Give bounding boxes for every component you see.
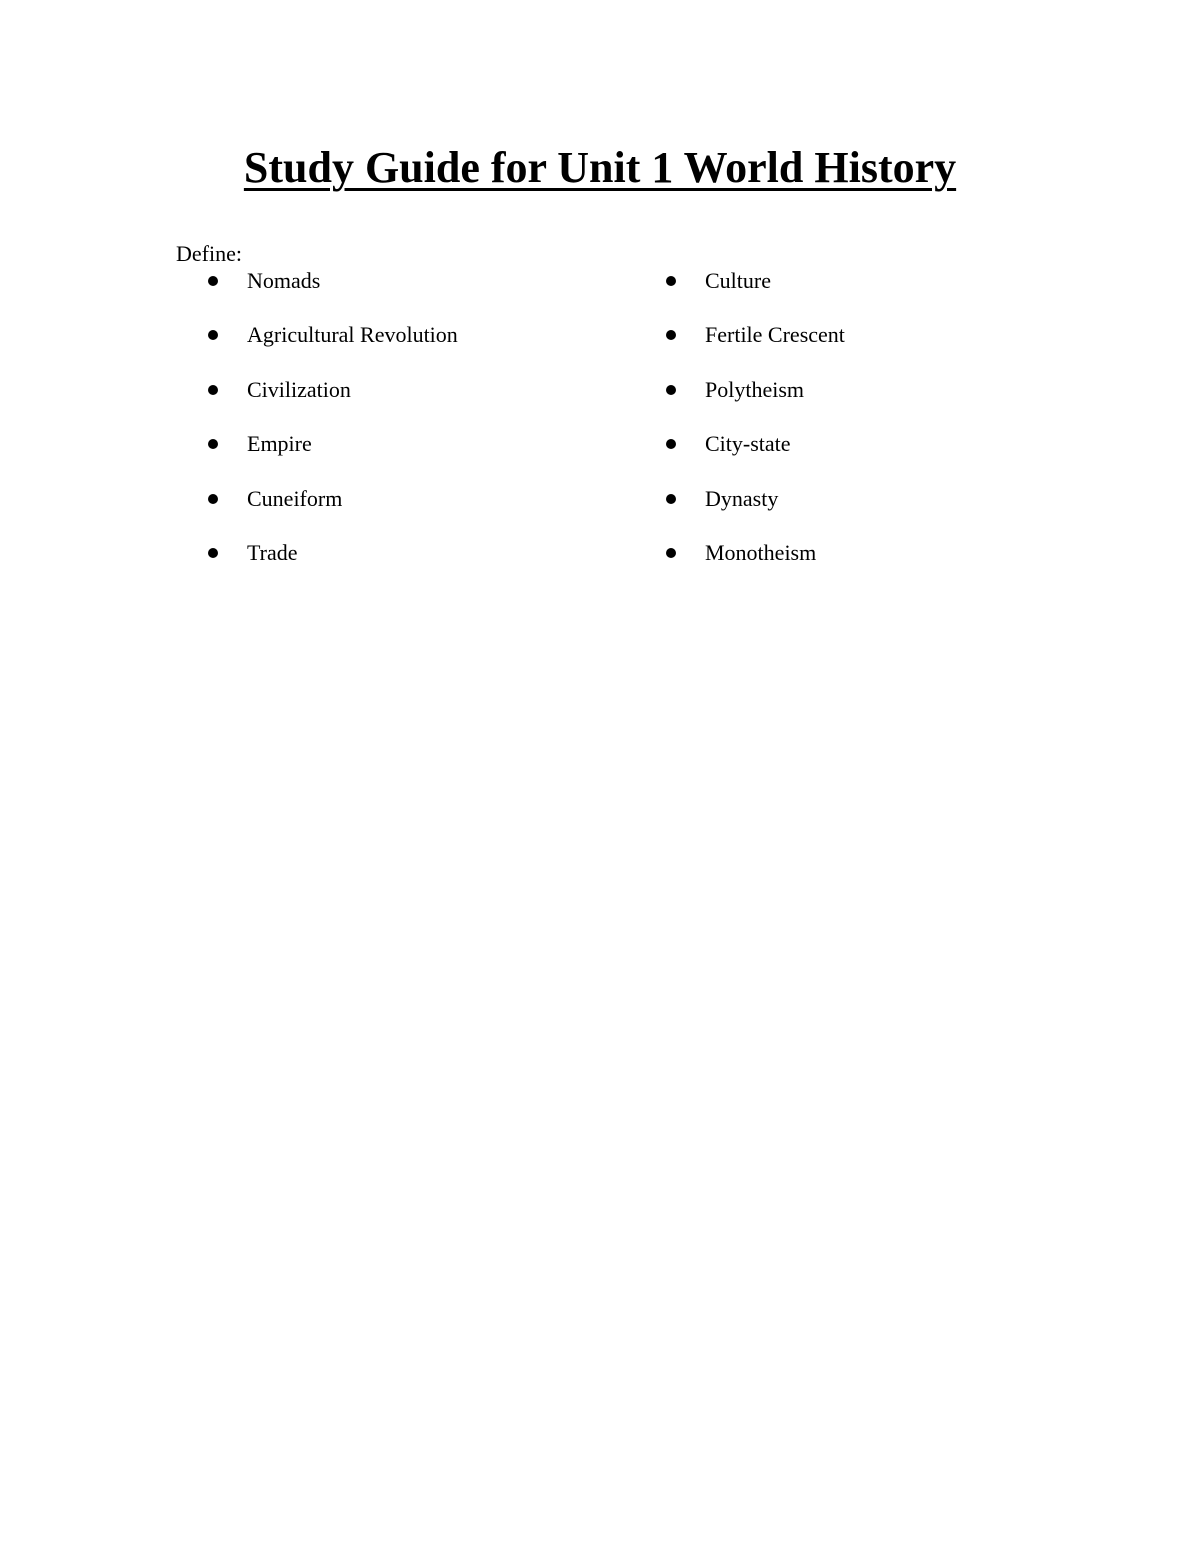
term-text: City-state bbox=[705, 431, 791, 457]
term-text: Agricultural Revolution bbox=[247, 322, 458, 348]
bullet-icon bbox=[666, 439, 676, 449]
term-text: Empire bbox=[247, 431, 312, 457]
term-text: Cuneiform bbox=[247, 485, 343, 511]
term-text: Polytheism bbox=[705, 376, 805, 402]
term-text: Trade bbox=[247, 539, 298, 565]
bullet-icon bbox=[666, 385, 676, 395]
bullet-icon bbox=[666, 548, 676, 558]
term-text: Civilization bbox=[247, 376, 351, 402]
term-text: Culture bbox=[705, 268, 771, 293]
bullet-icon bbox=[208, 276, 218, 286]
page-title: Study Guide for Unit 1 World History bbox=[243, 143, 957, 192]
bullet-icon bbox=[208, 439, 218, 449]
bullet-icon bbox=[666, 276, 676, 286]
term-text: Nomads bbox=[247, 268, 321, 293]
bullet-icon bbox=[666, 330, 676, 340]
term-text: Fertile Crescent bbox=[705, 322, 845, 348]
bullet-icon bbox=[208, 548, 218, 558]
term-text: Monotheism bbox=[705, 539, 817, 565]
bullet-icon bbox=[666, 494, 676, 504]
define-label: Define: bbox=[176, 241, 242, 266]
bullet-icon bbox=[208, 385, 218, 395]
bullet-icon bbox=[208, 494, 218, 504]
bullet-icon bbox=[208, 330, 218, 340]
term-text: Dynasty bbox=[705, 485, 779, 511]
